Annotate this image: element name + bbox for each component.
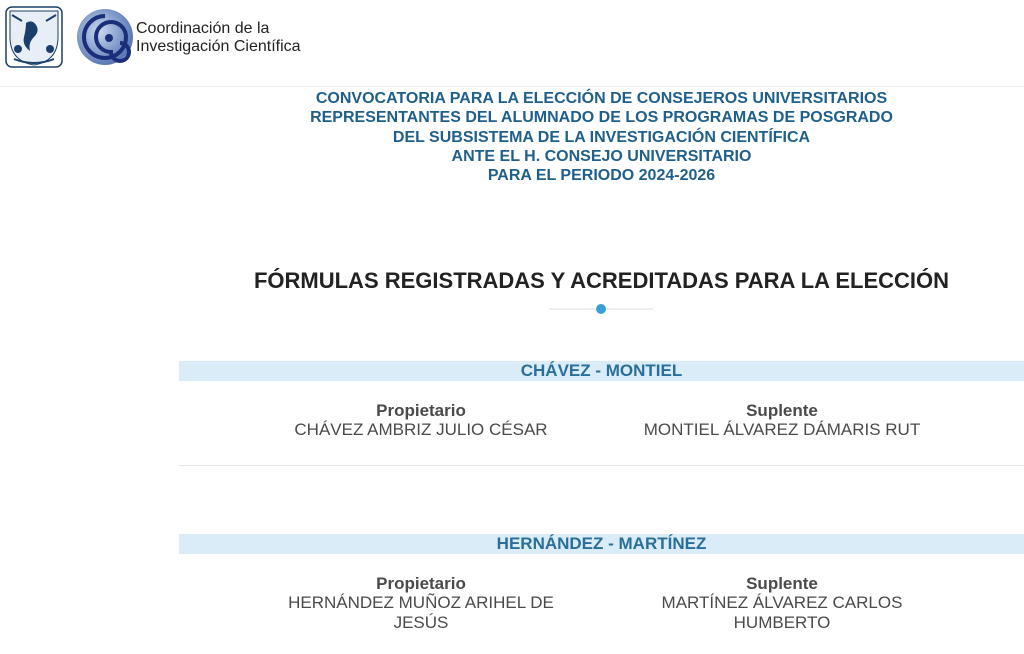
convocatoria-line: ANTE EL H. CONSEJO UNIVERSITARIO [451,147,752,165]
propietario-label: Propietario [376,401,466,420]
suplente-name: MARTÍNEZ ÁLVAREZ CARLOS HUMBERTO [661,593,903,632]
convocatoria-line: CONVOCATORIA PARA LA ELECCIÓN DE CONSEJEROS UNIVERSITARIOS [315,90,888,107]
divider-dot-icon [596,304,606,314]
propietario-name: HERNÁNDEZ MUÑOZ ARIHEL DE JESÚS [288,593,554,632]
unam-seal-icon[interactable] [4,5,64,69]
propietario-column [271,574,571,632]
suplente-name: MONTIEL ÁLVAREZ DÁMARIS RUT [643,420,921,439]
formula-card [179,361,1024,466]
convocatoria-line: REPRESENTANTES DEL ALUMNADO DE LOS PROGRAMAS DE POSGRADO [310,109,893,127]
convocatoria-line: PARA EL PERIODO 2024-2026 [487,167,716,185]
convocatoria-title [179,89,1024,185]
propietario-name: CHÁVEZ AMBRIZ JULIO CÉSAR [294,420,548,439]
suplente-column [632,401,932,440]
propietario-label: Propietario [376,574,466,593]
cic-spiral-logo-icon[interactable] [76,8,134,66]
suplente-column [632,574,932,632]
propietario-column [271,401,571,440]
site-header [0,0,1024,87]
title-divider [549,303,653,315]
logo-text-line2: Investigación Científica [136,38,301,55]
formula-separator [179,465,1024,466]
cic-logo-text[interactable] [136,20,301,56]
suplente-label: Suplente [746,401,818,420]
convocatoria-line: DEL SUBSISTEMA DE LA INVESTIGACIÓN CIENTÍFICA [392,128,811,146]
formula-card [179,534,1024,654]
section-title: FÓRMULAS REGISTRADAS Y ACREDITADAS PARA LA ELECCIÓN [253,268,950,293]
logo-text-line1: Coordinación de la [136,20,270,37]
suplente-label: Suplente [746,574,818,593]
formula-name: CHÁVEZ - MONTIEL [179,361,1024,381]
formula-name: HERNÁNDEZ - MARTÍNEZ [179,534,1024,554]
